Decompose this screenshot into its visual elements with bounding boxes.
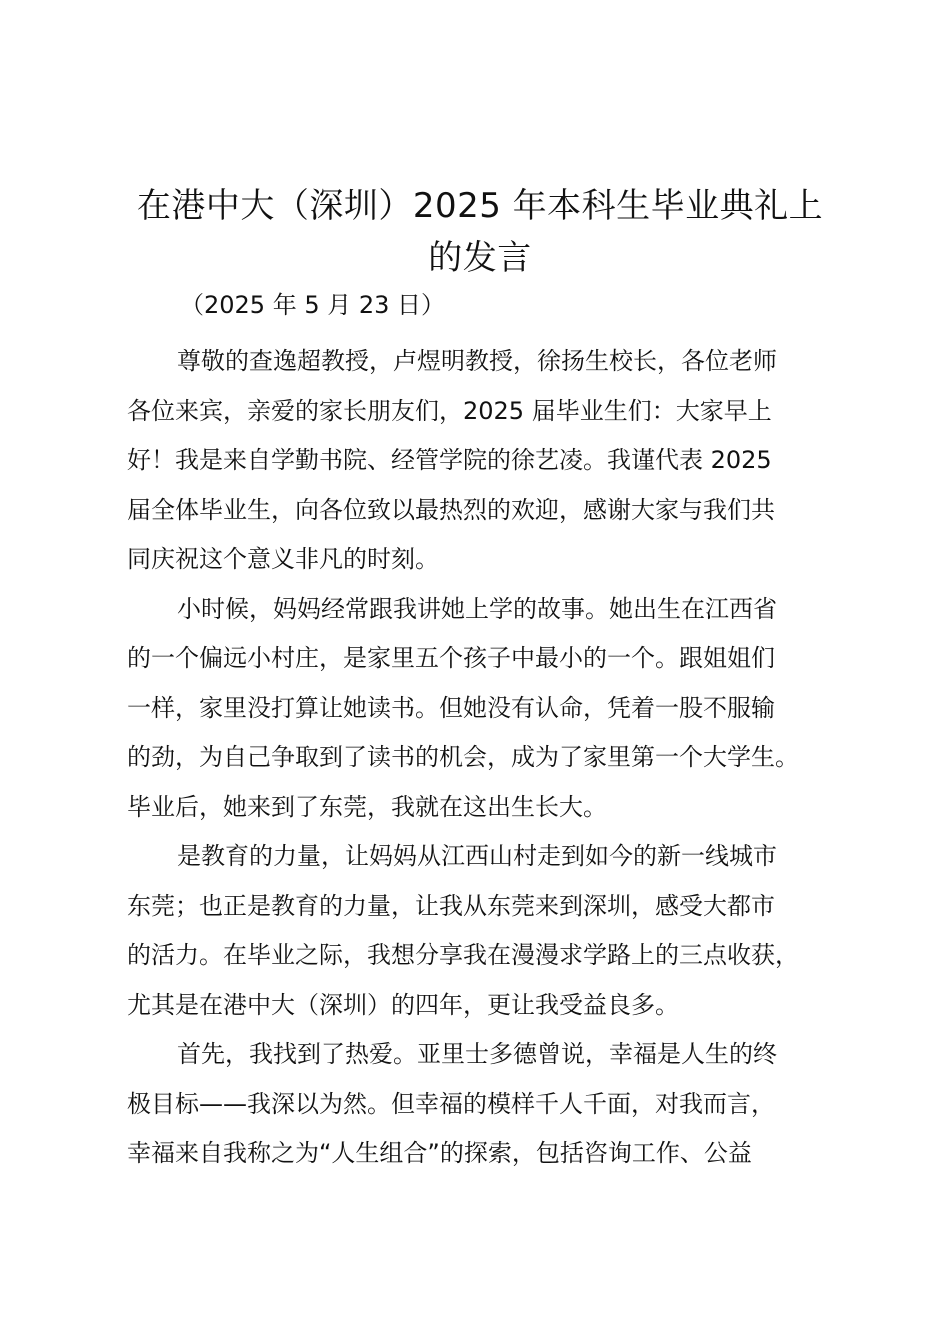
text-line: 一样，家里没打算让她读书。但她没有认命，凭着一股不服输: [127, 693, 775, 722]
text-line: 的劲，为自己争取到了读书的机会，成为了家里第一个大学生。: [127, 743, 799, 771]
text-line: 的一个偏远小村庄，是家里五个孩子中最小的一个。跟姐姐们: [127, 644, 775, 672]
text-line: 尊敬的查逸超教授，卢煜明教授，徐扬生校长，各位老师: [177, 347, 777, 375]
text-line: 幸福来自我称之为“人生组合”的探索，包括咨询工作、公益: [127, 1139, 752, 1167]
paragraph-greeting: [127, 337, 847, 585]
text-line: 的活力。在毕业之际，我想分享我在漫漫求学路上的三点收获，: [127, 941, 799, 969]
text-line: 尤其是在港中大（深圳）的四年，更让我受益良多。: [127, 990, 679, 1019]
text-line: 各位来宾，亲爱的家长朋友们，2025 届毕业生们：大家早上: [127, 396, 772, 425]
text-line: 同庆祝这个意义非凡的时刻。: [127, 545, 439, 573]
title-line: 的发言: [428, 238, 532, 278]
paragraph-passion: [127, 1030, 847, 1179]
text-line: 届全体毕业生，向各位致以最热烈的欢迎，感谢大家与我们共: [127, 495, 775, 524]
text-line: 好！我是来自学勤书院、经管学院的徐艺凌。我谨代表 2025: [127, 446, 772, 474]
text-line: 是教育的力量，让妈妈从江西山村走到如今的新一线城市: [177, 842, 777, 870]
text-line: 极目标——我深以为然。但幸福的模样千人千面，对我而言，: [127, 1089, 775, 1118]
text-line: 首先，我找到了热爱。亚里士多德曾说，幸福是人生的终: [177, 1040, 777, 1068]
document-body: [127, 337, 847, 1179]
text-line: 东莞；也正是教育的力量，让我从东莞来到深圳，感受大都市: [127, 891, 775, 920]
text-line: 毕业后，她来到了东莞，我就在这出生长大。: [127, 792, 607, 821]
paragraph-childhood: [127, 585, 847, 833]
speech-date: （2025 年 5 月 23 日）: [180, 291, 446, 319]
page-title: [120, 180, 840, 284]
paragraph-education: [127, 832, 847, 1030]
text-line: 小时候，妈妈经常跟我讲她上学的故事。她出生在江西省: [177, 594, 777, 623]
title-line: 在港中大（深圳）2025 年本科生毕业典礼上: [136, 186, 824, 226]
